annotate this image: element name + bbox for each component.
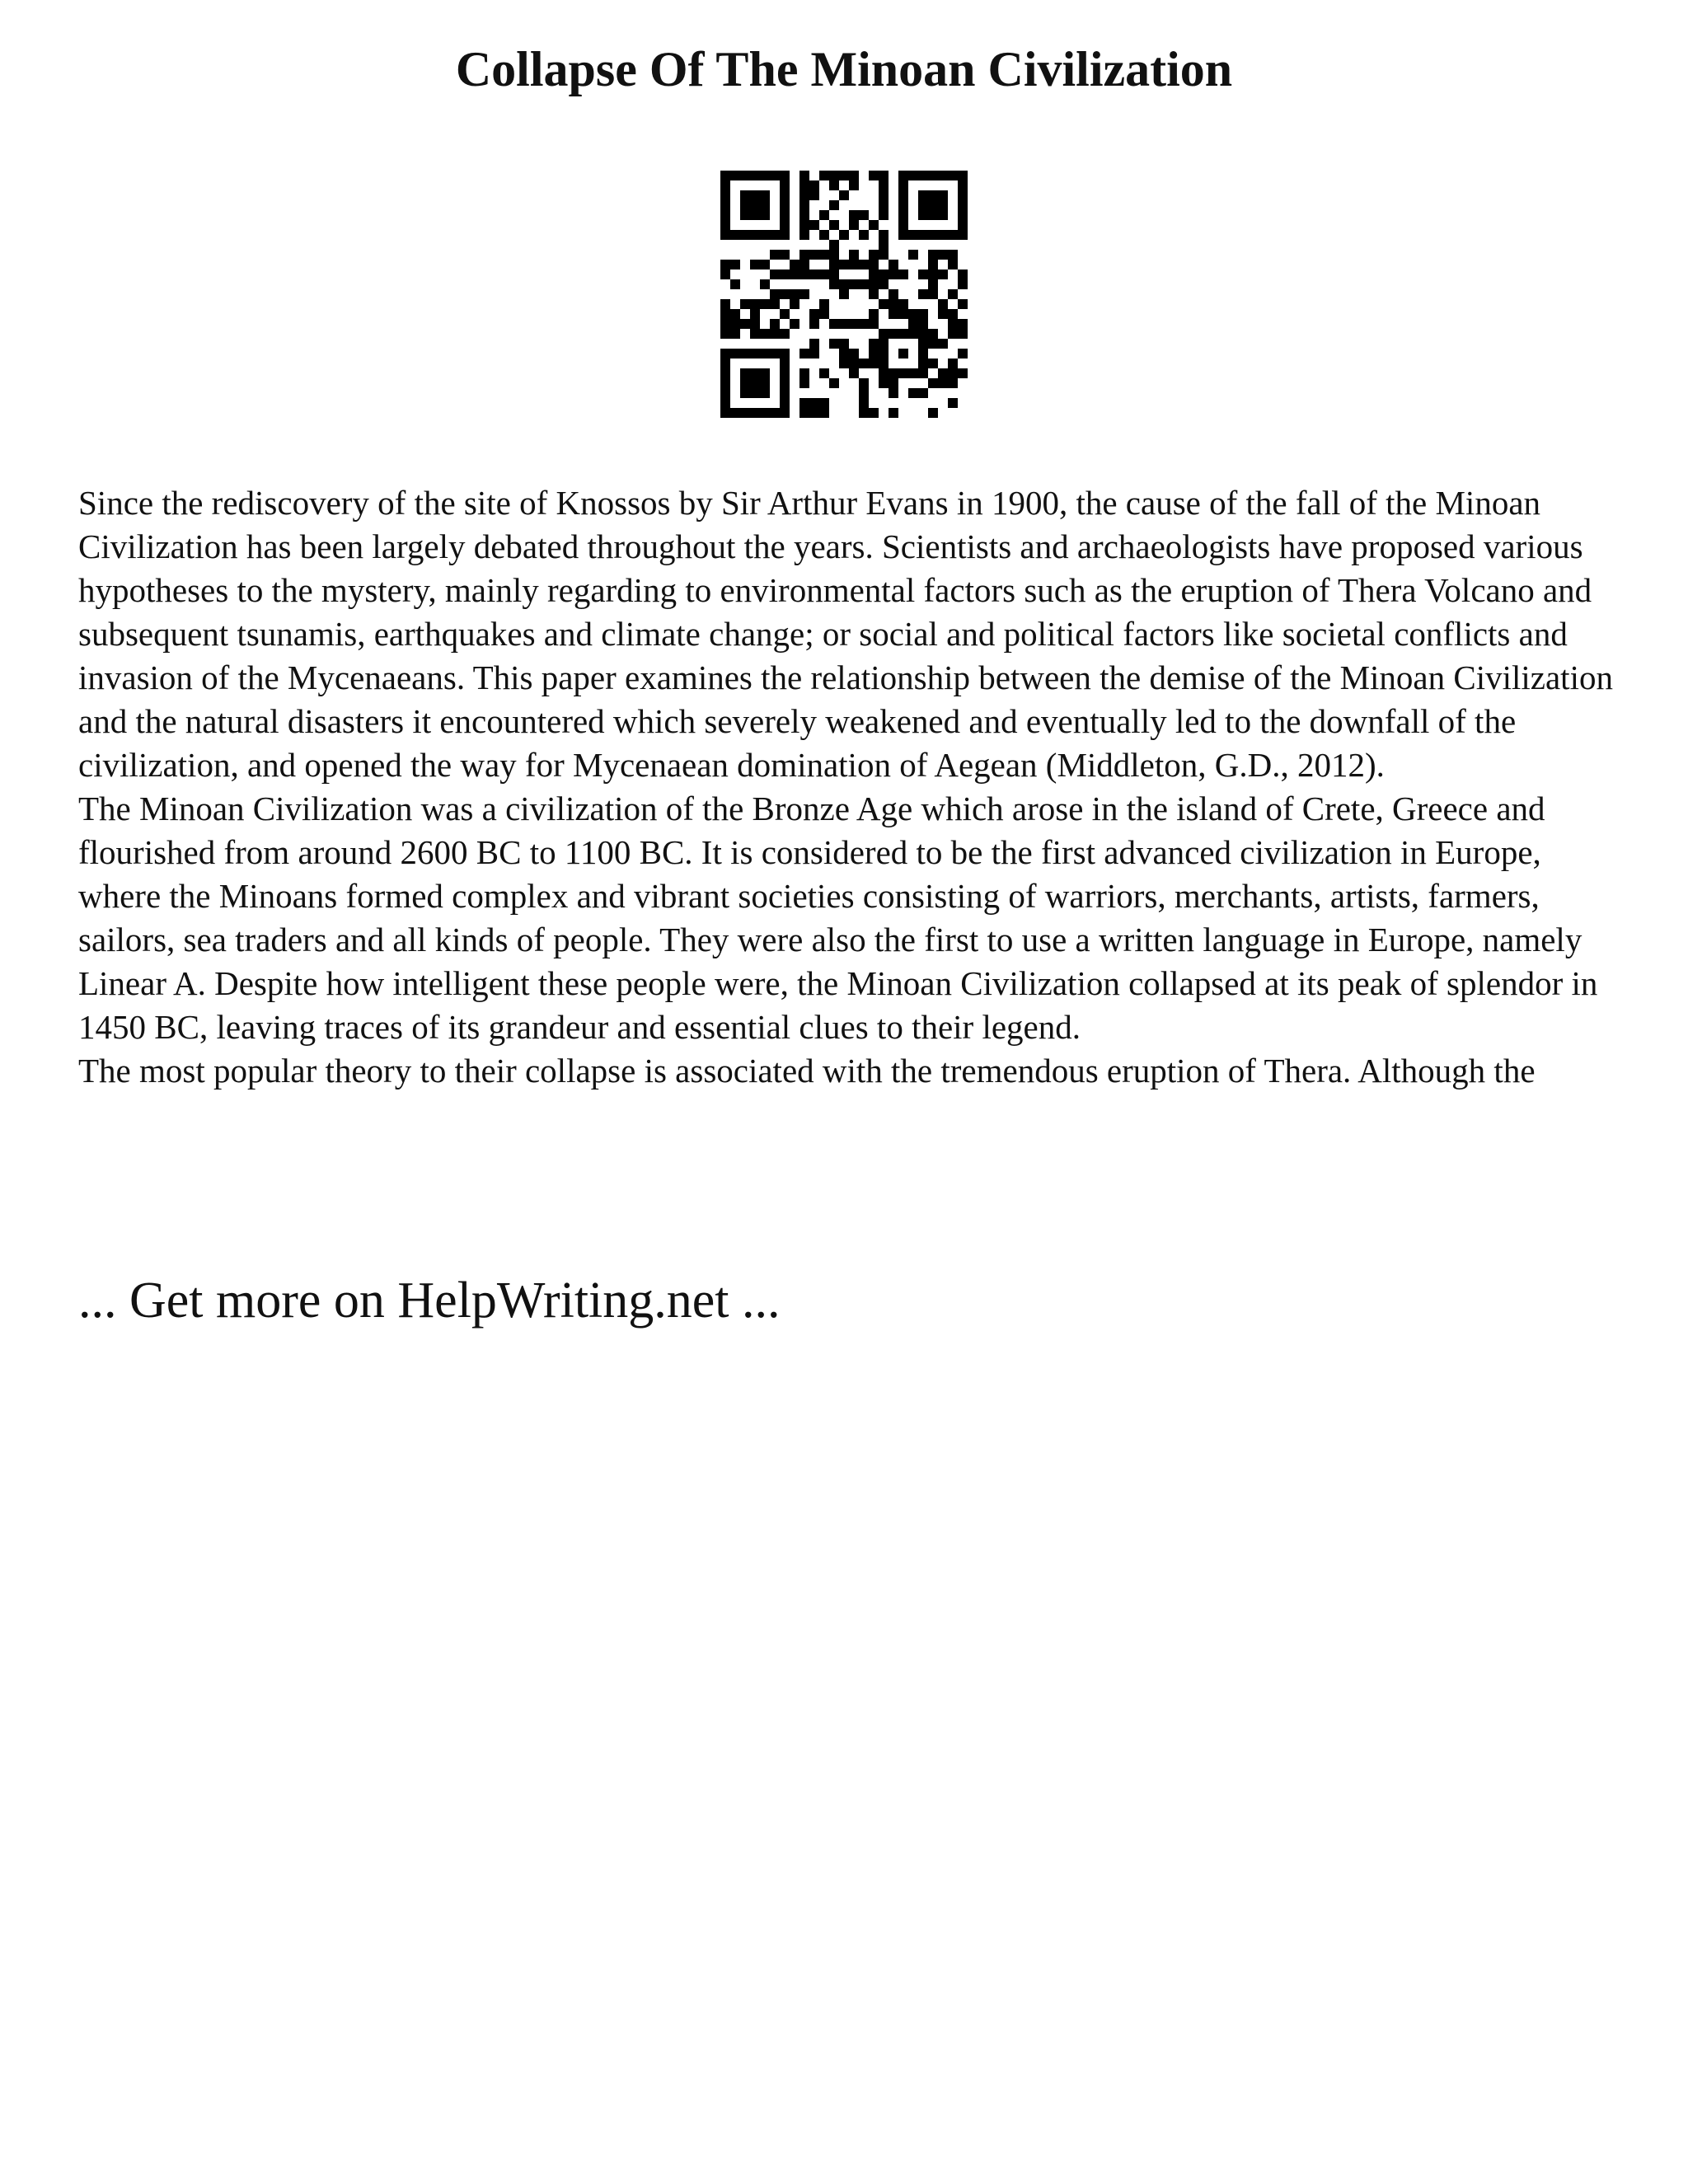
body-text [78, 481, 1628, 1093]
paragraph: The Minoan Civilization was a civilization of the Bronze Age which arose in the island of Crete, Greece and flourished from around 2600 BC to 1100 BC. It is considered to be the first advanced civilization in Europe, where the Minoans formed complex and vibrant societies consisting of warriors, merchants, artists, farmers, sailors, sea traders and all kinds of people. They were also the first to use a written language in Europe, namely Linear A. Despite how intelligent these people were, the Minoan Civilization collapsed at its peak of splendor in 1450 BC, leaving traces of its grandeur and essential clues to their legend. [78, 790, 1598, 1046]
paragraph: Since the rediscovery of the site of Knossos by Sir Arthur Evans in 1900, the cause of the fall of the Minoan Civilization has been largely debated throughout the years. Scientists and archaeologists have proposed various hypotheses to the mystery, mainly regarding to environmental factors such as the eruption of Thera Volcano and subsequent tsunamis, earthquakes and climate change; or social and political factors like societal conflicts and invasion of the Mycenaeans. This paper examines the relationship between the demise of the Minoan Civilization and the natural disasters it encountered which severely weakened and eventually led to the downfall of the civilization, and opened the way for Mycenaean domination of Aegean (Middleton, G.D., 2012). [78, 484, 1613, 784]
get-more-link[interactable]: ... Get more on HelpWriting.net ... [78, 1272, 781, 1329]
page-title: Collapse Of The Minoan Civilization [455, 42, 1233, 96]
qr-code-icon [720, 171, 968, 418]
paragraph: The most popular theory to their collapse is associated with the tremendous eruption of Thera. Although the [78, 1052, 1536, 1090]
